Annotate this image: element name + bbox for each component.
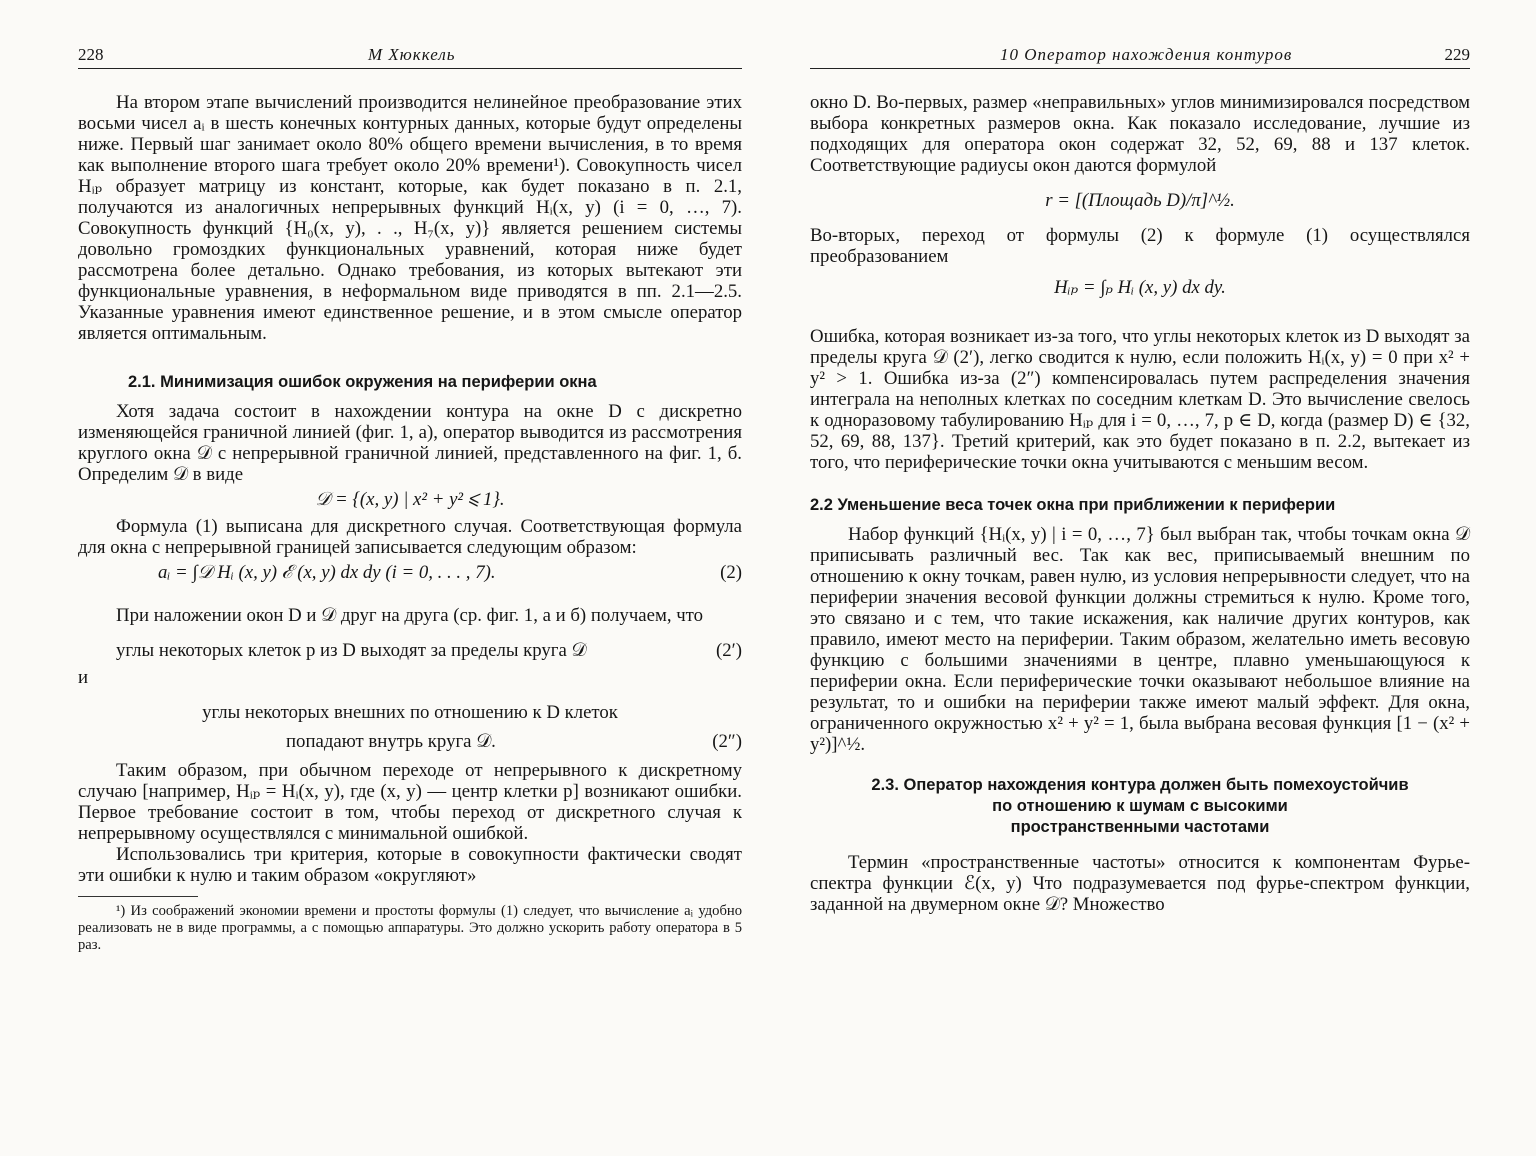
- running-head-left: [78, 44, 742, 69]
- running-head-right: [810, 44, 1470, 69]
- condition-2-prime: [78, 640, 742, 661]
- left-page: [78, 0, 742, 1156]
- condition-2-double-prime-text: попадают внутрь круга 𝒟.: [286, 731, 496, 752]
- paragraph: На втором этапе вычислений производится нелинейное преобразование этих восьми чисел aᵢ в шесть конечных контурных данных, которые будут определены ниже. Первый шаг занимает около 80% общего времени вычисления, в то время как выполнение второго шага требует около 20% времени¹). Совокупность чисел Hᵢₚ образует матрицу из констант, которые, как будет показано в п. 2.1, получаются из аналогичных непрерывных функций Hᵢ(x, y) (i = 0, …, 7). Совокупность функций {H₀(x, y), . ., H₇(x, y)} является решением системы довольно громоздких функциональных уравнений, которая ниже будет рассмотрена более детально. Однако требования, из которых вытекают эти функциональные уравнения, в неформальном виде приводятся в пп. 2.1—2.5. Указанные уравнения имеют единственное решение, и в этом смысле оператор является оптимальным.: [78, 92, 742, 344]
- running-title: 10 Оператор нахождения контуров: [1000, 45, 1293, 64]
- left-body: [78, 92, 742, 954]
- formula-radius: r = [(Площадь D)/π]^½.: [1045, 190, 1235, 211]
- condition-2-double-prime: [78, 731, 742, 752]
- condition-2-double-prime-line1: углы некоторых внешних по отношению к D клеток: [202, 702, 618, 723]
- formula-table: Hᵢₚ = ∫ₚ Hᵢ (x, y) dx dy.: [1054, 277, 1226, 298]
- conjunction: и: [78, 667, 89, 688]
- section-heading-2-1: 2.1. Минимизация ошибок окружения на периферии окна: [128, 373, 597, 391]
- condition-2-prime-text: углы некоторых клеток p из D выходят за пределы круга 𝒟: [116, 640, 587, 661]
- section-heading-2-3-line1: 2.3. Оператор нахождения контура должен быть помехоустойчив: [871, 776, 1409, 794]
- section-heading-2-2: 2.2 Уменьшение веса точек окна при приближении к периферии: [810, 496, 1336, 514]
- paragraph: Формула (1) выписана для дискретного случая. Соответствующая формула для окна с непрерывной границей записывается следующим образом:: [78, 516, 742, 558]
- formula-window-definition: 𝒟 = {(x, y) | x² + y² ⩽ 1}.: [315, 489, 505, 510]
- page-number: 228: [78, 45, 104, 64]
- paragraph: Ошибка, которая возникает из-за того, что углы некоторых клеток из D выходят за пределы круга 𝒟 (2′), легко сводится к нулю, если положить Hᵢ(x, y) = 0 при x² + y² > 1. Ошибка из-за (2″) компенсировалась путем распределения значения интеграла на неполных клетках по соседним клеткам D. Это вычисление свелось к одноразовому табулированию Hᵢₚ для i = 0, …, 7, p ∈ D, когда (размер D) ∈ {32, 52, 69, 88, 137}. Третий критерий, как это будет показано в п. 2.2, вытекает из того, что периферические точки окна учитываются с меньшим весом.: [810, 326, 1470, 473]
- paragraph: Набор функций {Hᵢ(x, y) | i = 0, …, 7} был выбран так, чтобы точкам окна 𝒟 приписывать различный вес. Так как вес, приписываемый внешним по отношению к окну точкам, равен нулю, из условия непрерывности следует, что на периферии значения весовой функции должны стремиться к нулю. Кроме того, это связано и с тем, что такие искажения, как наличие других контуров, как правило, имеют место на периферии. Таким образом, желательно иметь весовую функцию с большими значениями в центре, плавно уменьшающуюся к периферии окна. Если периферические точки оказывают небольшое влияние на результат, то и ошибки на периферии также имеют малый эффект. Для окна, ограниченного окружностью x² + y² = 1, была выбрана весовая функция [1 − (x² + y²)]^½.: [810, 524, 1470, 755]
- condition-2-prime-number: (2′): [715, 640, 742, 661]
- condition-2-double-prime-number: (2″): [712, 731, 742, 752]
- paragraph: Во-вторых, переход от формулы (2) к формуле (1) осуществлялся преобразованием: [810, 225, 1470, 267]
- page-number: 229: [1444, 45, 1470, 64]
- equation-2-body: aᵢ = ∫𝒟 Hᵢ (x, y) ℰ (x, y) dx dy (i = 0, . . . , 7).: [158, 562, 496, 583]
- equation-2-number: (2): [720, 562, 742, 583]
- equation-2: [78, 562, 742, 583]
- paragraph: Использовались три критерия, которые в совокупности фактически сводят эти ошибки к нулю и таким образом «округляют»: [78, 844, 742, 886]
- paragraph: окно D. Во-первых, размер «неправильных» углов минимизировался посредством выбора конкретных размеров окна. Как показало исследование, лучшие из подходящих для оператора окон содержат 32, 52, 69, 88 и 137 клеток. Соответствующие радиусы окон даются формулой: [810, 92, 1470, 176]
- section-heading-2-3-line2: по отношению к шумам с высокими: [992, 797, 1288, 815]
- section-heading-2-3-line3: пространственными частотами: [1010, 818, 1270, 836]
- running-title: М Хюккель: [368, 45, 456, 64]
- footnote: ¹) Из соображений экономии времени и простоты формулы (1) следует, что вычисление aᵢ удобно реализовать не в виде программы, а с помощью аппаратуры. Это должно ускорить работу оператора в 5 раз.: [78, 903, 742, 953]
- paragraph: Таким образом, при обычном переходе от непрерывного к дискретному случаю [например, Hᵢₚ = Hᵢ(x, y), где (x, y) — центр клетки p] возникают ошибки. Первое требование состоит в том, чтобы переход от дискретного случая к непрерывному осуществлялся с минимальной ошибкой.: [78, 760, 742, 844]
- paragraph: При наложении окон D и 𝒟 друг на друга (ср. фиг. 1, а и б) получаем, что: [116, 605, 704, 626]
- right-body: [810, 92, 1470, 915]
- paragraph: Термин «пространственные частоты» относится к компонентам Фурье-спектра функции ℰ(x, y) Что подразумевается под фурье-спектром функции, заданной на двумерном окне 𝒟? Множество: [810, 852, 1470, 915]
- paragraph: Хотя задача состоит в нахождении контура на окне D с дискретно изменяющейся граничной линией (фиг. 1, а), оператор выводится из рассмотрения круглого окна 𝒟 с непрерывной граничной линией, представленного на фиг. 1, б. Определим 𝒟 в виде: [78, 401, 742, 485]
- right-page: [810, 0, 1470, 1156]
